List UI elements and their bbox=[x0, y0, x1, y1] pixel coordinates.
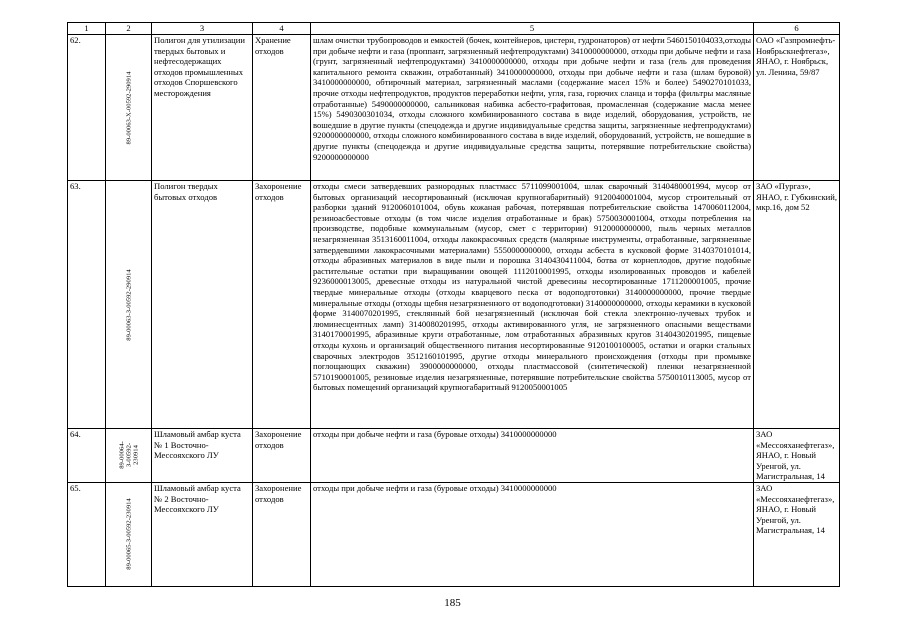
table-row bbox=[68, 482, 840, 586]
registry-code-cell bbox=[106, 429, 152, 483]
table-row bbox=[68, 181, 840, 429]
waste-description: отходы при добыче нефти и газа (буровые отходы) 3410000000000 bbox=[311, 482, 754, 586]
operator-org: ЗАО «Пургаз», ЯНАО, г. Губкинский, мкр.16, дом 52 bbox=[754, 181, 840, 429]
header-cell: 1 bbox=[68, 23, 106, 35]
object-purpose: Захоронение отходов bbox=[253, 429, 311, 483]
registry-code-cell bbox=[106, 482, 152, 586]
row-number: 62. bbox=[68, 35, 106, 181]
operator-org: ЗАО «Мессояханефтегаз», ЯНАО, г. Новый Уренгой, ул. Магистральная, 14 bbox=[754, 429, 840, 483]
header-row bbox=[68, 23, 840, 35]
object-purpose: Захоронение отходов bbox=[253, 482, 311, 586]
header-cell: 6 bbox=[754, 23, 840, 35]
registry-code: 89-00063-Х-00592-290914 bbox=[125, 71, 132, 144]
registry-code: 89-00064-З-00592-230914 bbox=[118, 441, 139, 470]
row-number: 64. bbox=[68, 429, 106, 483]
waste-description: отходы смеси затвердевших разнородных пластмасс 5711099001004, шлак сварочный 3140480001994, мусор от бытовых организаций несортированный (исключая крупногабаритный) 9120040001004, мусор строительный от разборки зданий 9120060101004, обувь кожаная рабочая, потерявшая потребительские свойства 1470060112004, резиноасбестовые отходы (в том числе изделия отработанные и брак) 5750030001004, отходы потребления на производстве, подобные коммунальным (мусор, смет с территории) 9120000000000, пыль черных металлов незагрязненная 3513160011004, отходы лакокрасочных средств (малярные инструменты, отработанные, загрязненные затвердевшими лакокрасочными материалами) 5550000000000, отходы асбеста в кусковой форме 3140370101014, отходы абразивных материалов в виде пыли и порошка 3140430411004, ботва от корнеплодов, другие подобные растительные остатки при выращивании овощей 1112010001995, отходы изолированных проводов и кабелей 9236000013005, древесные отходы из натуральной чистой древесины несортированные 1711200001005, прочие твердые минеральные отходы (отходы кварцевого песка от водоподготовки) 3140000000000, прочие твердые минеральные отходы (отходы щебня незагрязненного от водоподготовки) 3140000000000, отходы керамики в кусковой форме 3140070201995, стеклянный бой незагрязненный (исключая бой стекла электронно-лучевых трубок и люминесцентных ламп) 3140080201995, отходы активированного угля, не загрязненного опасными веществами 3140170001995, абразивные круги отработанные, лом отработанных абразивных кругов 3140430201995, пищевые отходы кухонь и организаций общественного питания несортированные 9120100100005, остатки и огарки стальных сварочных электродов 3512160101995, другие отходы минерального происхождения (отходы при промывке поглощающих скважин) 3900000000000, отходы пластмассовой (синтетической) пленки незагрязненной 5710190001005, резиновые изделия незагрязненные, потерявшие потребительские свойства 5750010113005, мусор от бытовых помещений организаций крупногабаритный 9120050001005 bbox=[311, 181, 754, 429]
object-purpose: Хранение отходов bbox=[253, 35, 311, 181]
registry-code-cell bbox=[106, 181, 152, 429]
registry-code: 89-00065-З-00592-230914 bbox=[125, 498, 132, 571]
row-number: 63. bbox=[68, 181, 106, 429]
object-purpose: Захоронение отходов bbox=[253, 181, 311, 429]
header-cell: 5 bbox=[311, 23, 754, 35]
header-cell: 4 bbox=[253, 23, 311, 35]
object-name: Шламовый амбар куста № 1 Восточно-Мессояхского ЛУ bbox=[152, 429, 253, 483]
registry-table bbox=[67, 22, 840, 587]
registry-code: 89-00063-З-00592-290914 bbox=[125, 268, 132, 341]
operator-org: ЗАО «Мессояханефтегаз», ЯНАО, г. Новый Уренгой, ул. Магистральная, 14 bbox=[754, 482, 840, 586]
object-name: Полигон твердых бытовых отходов bbox=[152, 181, 253, 429]
table-row bbox=[68, 35, 840, 181]
page-number: 185 bbox=[444, 597, 461, 609]
registry-code-cell bbox=[106, 35, 152, 181]
object-name: Полигон для утилизации твердых бытовых и нефтесодержащих отходов промышленных отходов Споршевского месторождения bbox=[152, 35, 253, 181]
header-cell: 2 bbox=[106, 23, 152, 35]
row-number: 65. bbox=[68, 482, 106, 586]
object-name: Шламовый амбар куста № 2 Восточно-Мессояхского ЛУ bbox=[152, 482, 253, 586]
operator-org: ОАО «Газпромнефть-Ноябрьскнефтегаз», ЯНАО, г. Ноябрьск, ул. Ленина, 59/87 bbox=[754, 35, 840, 181]
waste-description: отходы при добыче нефти и газа (буровые отходы) 3410000000000 bbox=[311, 429, 754, 483]
waste-description: шлам очистки трубопроводов и емкостей (бочек, контейнеров, цистерн, гудронаторов) от нефти 5460150104033,отходы при добыче нефти и газа (проппант, загрязненный нефтепродуктами) 3410000000000, отходы при добыче нефти и газа (грунт, загрязненный нефтепродуктами) 3410000000000, отходы при добыче нефти и газа (гель для проведения капитального ремонта скважин, отработанный) 3410000000000, отходы при добыче нефти и газа (шлам буровой) 3410000000000, обтирочный материал, загрязненный маслами (содержание масел 15% и более) 5490270101033, прочие отходы нефтепродуктов, продуктов переработки нефти, угля, газа, горючих сланца и торфа (фильтры масляные отработанные) 5490000000000, сальниковая набивка асбесто-графитовая, промасленная (содержание масла менее 15%) 5490300301034, отходы сложного комбинированного состава в виде изделий, оборудования, устройств, не вошедшие в другие пункты (спецодежда и другие индивидуальные средства защиты, загрязненные нефтепродуктами) 9200000000000, отходы сложного комбинированного состава в виде изделий, оборудований, устройств, не вошедшие в другие пункты (спецодежда и другие индивидуальные средства защиты, потерявшие потребительские свойства) 9200000000000 bbox=[311, 35, 754, 181]
header-cell: 3 bbox=[152, 23, 253, 35]
table-row bbox=[68, 429, 840, 483]
